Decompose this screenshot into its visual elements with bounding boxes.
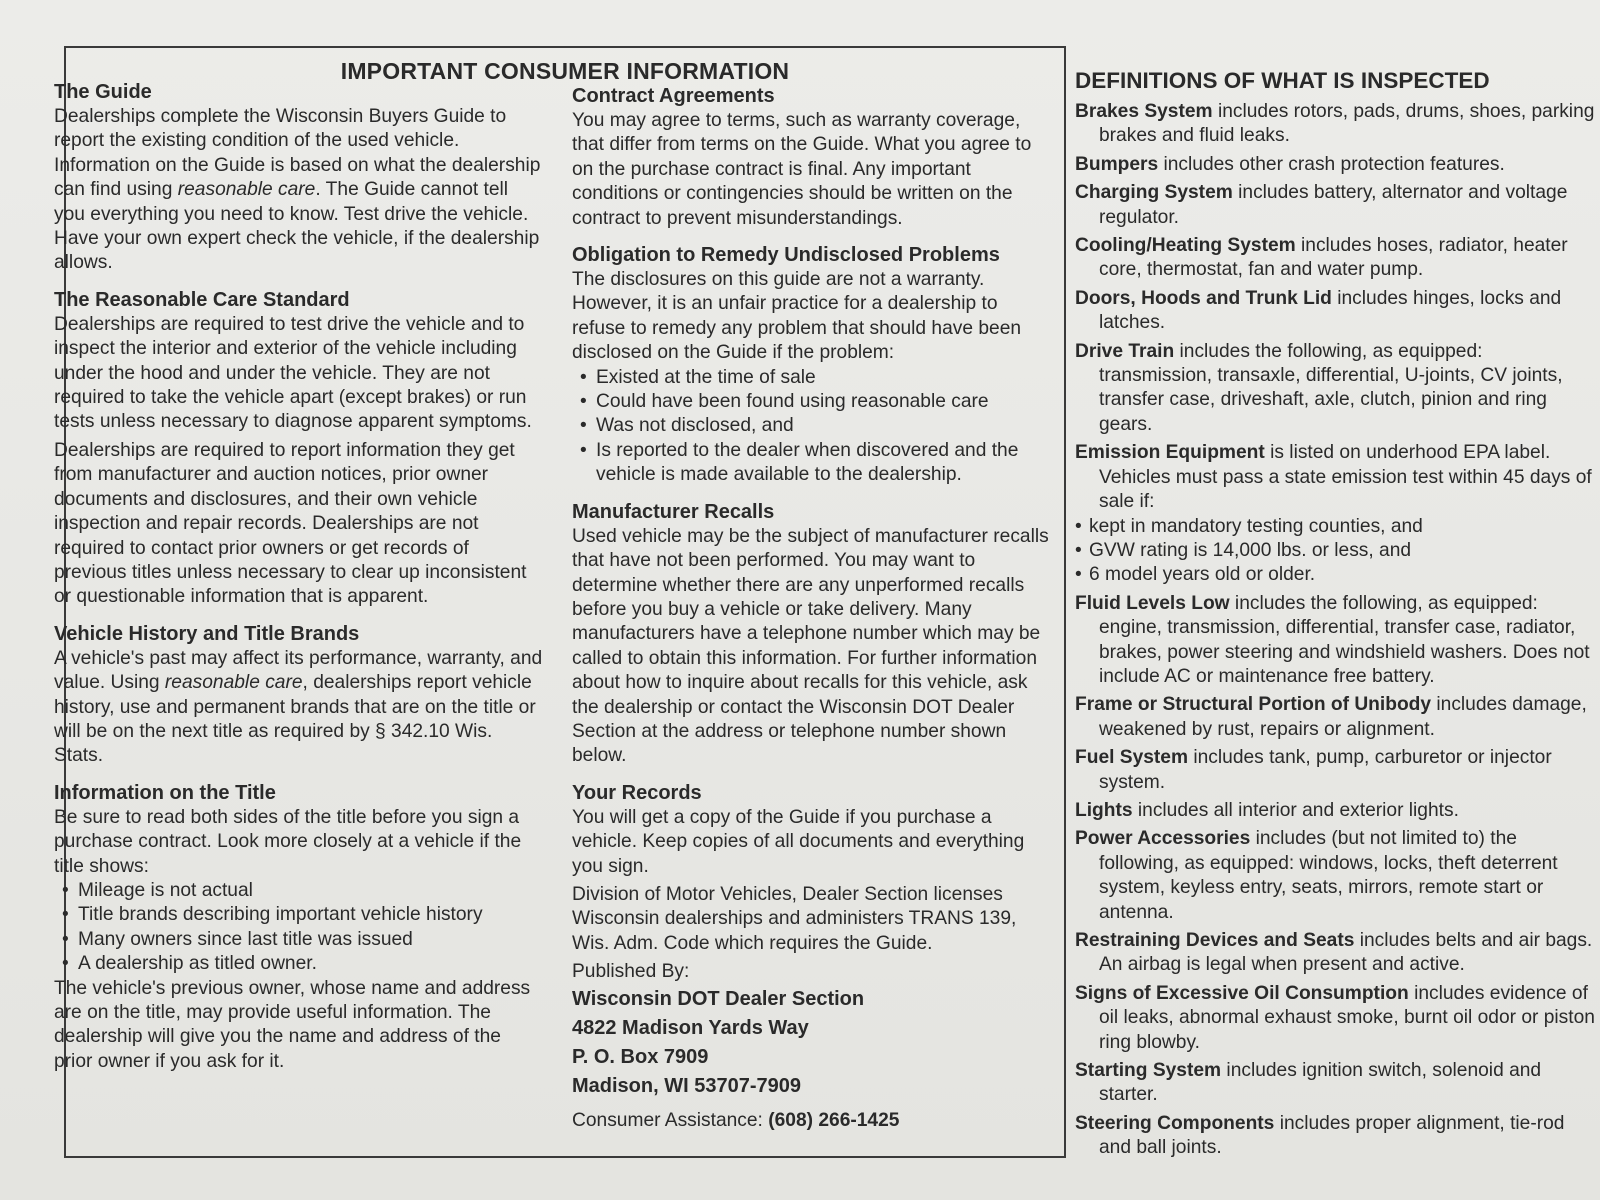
section-heading: Contract Agreements [572,85,775,107]
definition-text: includes ignition switch, solenoid and starter. [1099,1060,1542,1106]
definition-item [1075,1112,1595,1161]
section-text: The disclosures on this guide are not a warranty. However, it is an unfair practice for a dealership to refuse to remedy any problem that should have been disclosed on the Guide if the problem: [572,269,1022,364]
text-part: . The Guide cannot tell you everything you need to know. Test drive the vehicle. Have your own expert check the vehicle, if the dealership allows. [54,179,540,274]
definition-item [1075,592,1595,690]
definition-text: includes proper alignment, tie-rod and ball joints. [1099,1112,1565,1159]
section-text: You may agree to terms, such as warranty coverage, that differ from terms on the Guide. What you agree to on the purchase contract is final. Any important conditions or contingencies should be written on the contract to prevent misunderstandings. [572,110,1032,229]
definition-term: Fluid Levels Low [1075,592,1230,614]
section-text [54,647,544,769]
emphasis-text: reasonable care [177,179,316,201]
definition-text: includes the following, as equipped: engine, transmission, differential, transfer case, radiator, brakes, power steering and windshield washers. Does not include AC or maintenance free battery. [1099,592,1590,687]
definition-item [1075,100,1595,149]
section-text: Dealerships are required to test drive the vehicle and to inspect the interior and exterior of the vehicle including under the hood and under the vehicle. They are not required to take the vehicle apart (except brakes) or run tests unless necessary to diagnose apparent symptoms. [54,313,532,433]
bullet-list [54,879,544,977]
definition-item [1075,799,1595,823]
bullet-list [572,366,1052,488]
section-text: The vehicle's previous owner, whose name and address are on the title, may provide useful information. The dealership will give you the name and address of the prior owner if you ask for it. [54,977,531,1072]
column-3-definitions [1075,66,1595,1165]
list-item: • Is reported to the dealer when discovered and the vehicle is made available to the dealership. [572,439,1052,488]
definition-text: includes the following, as equipped: transmission, transaxle, differential, U-joints, CV joints, transfer case, driveshaft, axle, clutch, pinion and ring gears. [1099,340,1563,435]
definition-item [1075,827,1595,925]
section-title-info [54,781,544,1074]
definition-item [1075,746,1595,795]
definition-item [1075,153,1595,177]
definition-term: Signs of Excessive Oil Consumption [1075,982,1409,1004]
definition-text: includes tank, pump, carburetor or injector system. [1099,747,1552,793]
box-title: IMPORTANT CONSUMER INFORMATION [340,58,790,84]
definition-text: includes belts and air bags. An airbag is legal when present and active. [1099,930,1593,976]
section-recalls [572,500,1052,769]
definition-text: includes other crash protection features. [1158,153,1505,175]
section-heading: Obligation to Remedy Undisclosed Problems [572,244,1000,267]
list-item: • Many owners since last title was issued [54,928,544,952]
section-text: Be sure to read both sides of the title before you sign a purchase contract. Look more closely at a vehicle if the title shows: [54,806,522,877]
definition-item [1075,181,1595,230]
address-line: 4822 Madison Yards Way [572,1016,809,1039]
text-part: Dealerships complete the Wisconsin Buyers Guide to report the existing condition of the used vehicle. Information on the Guide is based on what the dealership can find using [54,106,541,201]
definitions-list [1075,100,1595,1161]
section-text: Division of Motor Vehicles, Dealer Section licenses Wisconsin dealerships and administers TRANS 139, Wis. Adm. Code which requires the Guide. [572,883,1017,954]
definition-term: Drive Train [1075,340,1175,362]
definition-term: Charging System [1075,182,1233,204]
section-heading: The Guide [54,81,152,103]
definition-text: is listed on underhood EPA label. Vehicles must pass a state emission test within 45 days of sale if: [1099,442,1592,513]
section-heading: The Reasonable Care Standard [54,288,350,311]
definition-term: Emission Equipment [1075,442,1265,464]
bullet-list [1089,515,1595,588]
definition-item [1075,340,1595,438]
list-item: • Could have been found using reasonable care [572,390,1052,414]
definition-term: Fuel System [1075,747,1189,769]
section-records [572,781,1052,1133]
section-heading: Vehicle History and Title Brands [54,622,360,645]
definition-term: Lights [1075,799,1133,821]
list-item: • Was not disclosed, and [572,414,1052,438]
definition-term: Power Accessories [1075,828,1251,850]
definition-text: includes rotors, pads, drums, shoes, parking brakes and fluid leaks. [1099,101,1595,147]
definition-item [1075,693,1595,742]
text-part: , dealerships report vehicle history, use and permanent brands that are on the title or will be on the next title as required by § 342.10 Wis. Stats. [54,672,536,767]
definition-item [1075,441,1595,587]
section-vehicle-history [54,622,544,769]
definition-term: Cooling/Heating System [1075,235,1296,257]
address-line: P. O. Box 7909 [572,1045,709,1068]
published-by-label: Published By: [572,961,690,983]
section-text: You will get a copy of the Guide if you purchase a vehicle. Keep copies of all documents and everything you sign. [572,806,1025,877]
definition-item [1075,287,1595,336]
section-heading: Information on the Title [54,781,276,804]
section-text: Used vehicle may be the subject of manufacturer recalls that have not been performed. You may want to determine whether there are any unperformed recalls before you buy a vehicle or take delivery. Many manufacturers have a telephone number which may be called to obtain this information. For further information about how to inquire about recalls for this vehicle, ask the dealership or contact the Wisconsin DOT Dealer Section at the address or telephone number shown below. [572,525,1049,767]
definitions-heading: DEFINITIONS OF WHAT IS INSPECTED [1075,68,1490,93]
list-item: • GVW rating is 14,000 lbs. or less, and [1099,539,1595,563]
section-the-guide [54,80,544,276]
definition-text: includes battery, alternator and voltage regulator. [1099,182,1568,228]
definition-term: Brakes System [1075,101,1213,122]
definition-item [1075,982,1595,1055]
definition-text: includes (but not limited to) the following, as equipped: windows, locks, theft deterrent system, keyless entry, seats, mirrors, remote start or antenna. [1099,828,1558,923]
assistance-label: Consumer Assistance: [572,1109,769,1131]
definition-term: Frame or Structural Portion of Unibody [1075,694,1432,716]
definition-item [1075,1059,1595,1108]
definition-text: includes all interior and exterior lights. [1132,799,1459,821]
definition-item [1075,929,1595,978]
definition-text: includes damage, weakened by rust, repairs or alignment. [1099,694,1587,740]
column-1 [54,80,544,1086]
list-item: • Existed at the time of sale [572,366,1052,390]
definition-text: includes evidence of oil leaks, abnormal exhaust smoke, burnt oil odor or piston ring blowby. [1099,982,1595,1053]
column-2 [572,84,1052,1145]
definition-term: Restraining Devices and Seats [1075,930,1355,951]
section-obligation [572,243,1052,488]
list-item: • Title brands describing important vehicle history [54,903,544,927]
section-text [54,105,544,276]
section-heading: Manufacturer Recalls [572,500,775,523]
consumer-assistance [572,1109,1052,1133]
text-part: A vehicle's past may affect its performance, warranty, and value. Using [54,647,543,694]
assistance-phone: (608) 266-1425 [768,1109,900,1131]
emphasis-text: reasonable care [164,672,303,694]
section-reasonable-care [54,288,544,610]
list-item: • kept in mandatory testing counties, and [1099,515,1595,539]
section-text: Dealerships are required to report information they get from manufacturer and auction notices, prior owner documents and disclosures, and their own vehicle inspection and repair records. Dealerships are not required to contact prior owners or get records of previous titles unless necessary to clear up inconsistent or questionable information that is apparent. [54,439,527,608]
address-line: Madison, WI 53707-7909 [572,1074,801,1097]
definition-text: includes hoses, radiator, heater core, thermostat, fan and water pump. [1099,235,1568,281]
list-item: • Mileage is not actual [54,879,544,903]
definition-item [1075,234,1595,283]
address-line: Wisconsin DOT Dealer Section [572,987,865,1010]
definition-term: Steering Components [1075,1112,1275,1134]
list-item: • 6 model years old or older. [1099,563,1595,587]
definition-text: includes hinges, locks and latches. [1099,287,1562,334]
definition-term: Bumpers [1075,153,1159,175]
list-item: • A dealership as titled owner. [54,952,544,976]
definition-term: Starting System [1075,1060,1222,1082]
section-contract [572,84,1052,231]
section-heading: Your Records [572,781,702,804]
definition-term: Doors, Hoods and Trunk Lid [1075,287,1332,309]
